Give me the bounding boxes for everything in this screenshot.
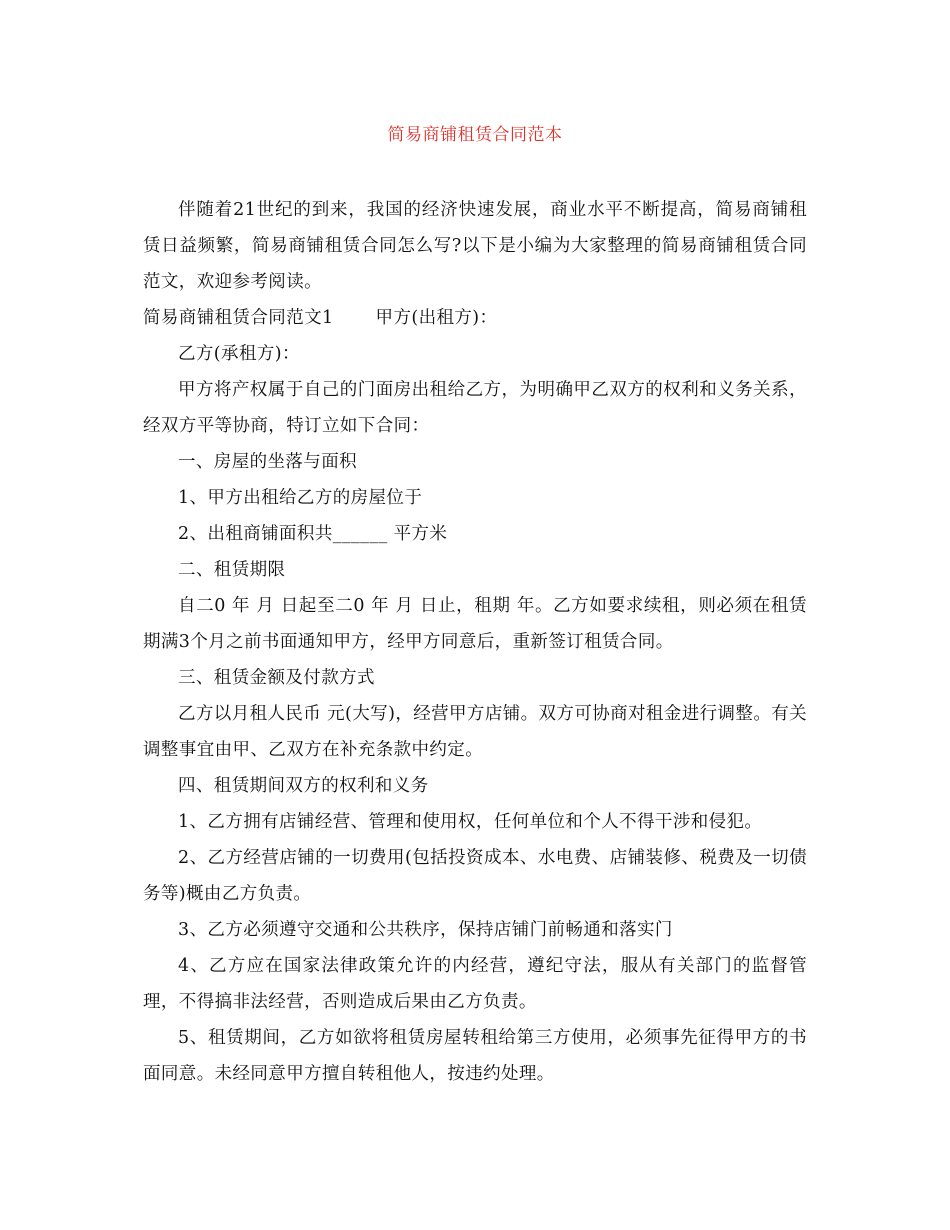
clause-rights-3: 3、乙方必须遵守交通和公共秩序，保持店铺门前畅通和落实门 [178,920,673,940]
party-b-label: 乙方(承租方)： [178,344,300,364]
clause-term: 自二0 年 月 日起至二0 年 月 日止，租期 年。乙方如要求续租，则必须在租赁期满3个月之前书面通知甲方，经甲方同意后，重新签订租赁合同。 [143,596,807,652]
section-heading-rights: 四、租赁期间双方的权利和义务 [178,776,429,796]
clause-rights-4: 4、乙方应在国家法律政策允许的内经营，遵纪守法，服从有关部门的监督管理，不得搞非法经营，否则造成后果由乙方负责。 [143,956,807,1012]
clause-rights-1: 1、乙方拥有店铺经营、管理和使用权，任何单位和个人不得干涉和侵犯。 [178,812,763,832]
contract-sample-title: 简易商铺租赁合同范文1 [143,308,334,328]
clause-rights-5: 5、租赁期间，乙方如欲将租赁房屋转租给第三方使用，必须事先征得甲方的书面同意。未经同意甲方擅自转租他人，按违约处理。 [143,1028,807,1084]
section-heading-rent: 三、租赁金额及付款方式 [178,668,375,688]
section-heading-location: 一、房屋的坐落与面积 [178,452,357,472]
section-heading-term: 二、租赁期限 [178,560,286,580]
document-title: 简易商铺租赁合同范本 [387,125,563,145]
party-a-label: 甲方(出租方)： [375,308,498,328]
document-body [143,192,807,1092]
preamble-paragraph: 甲方将产权属于自己的门面房出租给乙方，为明确甲乙双方的权利和义务关系，经双方平等协商，特订立如下合同： [143,380,807,436]
contract-heading-line [143,300,807,336]
clause-rights-2: 2、乙方经营店铺的一切费用(包括投资成本、水电费、店铺装修、税费及一切债务等)概由乙方负责。 [143,848,807,904]
clause-area: 2、出租商铺面积共______ 平方米 [178,524,448,544]
clause-location: 1、甲方出租给乙方的房屋位于 [178,488,423,508]
intro-paragraph: 伴随着21世纪的到来，我国的经济快速发展，商业水平不断提高，简易商铺租赁日益频繁，简易商铺租赁合同怎么写?以下是小编为大家整理的简易商铺租赁合同范文，欢迎参考阅读。 [143,200,807,292]
clause-rent: 乙方以月租人民币 元(大写)，经营甲方店铺。双方可协商对租金进行调整。有关调整事宜由甲、乙双方在补充条款中约定。 [143,704,808,760]
